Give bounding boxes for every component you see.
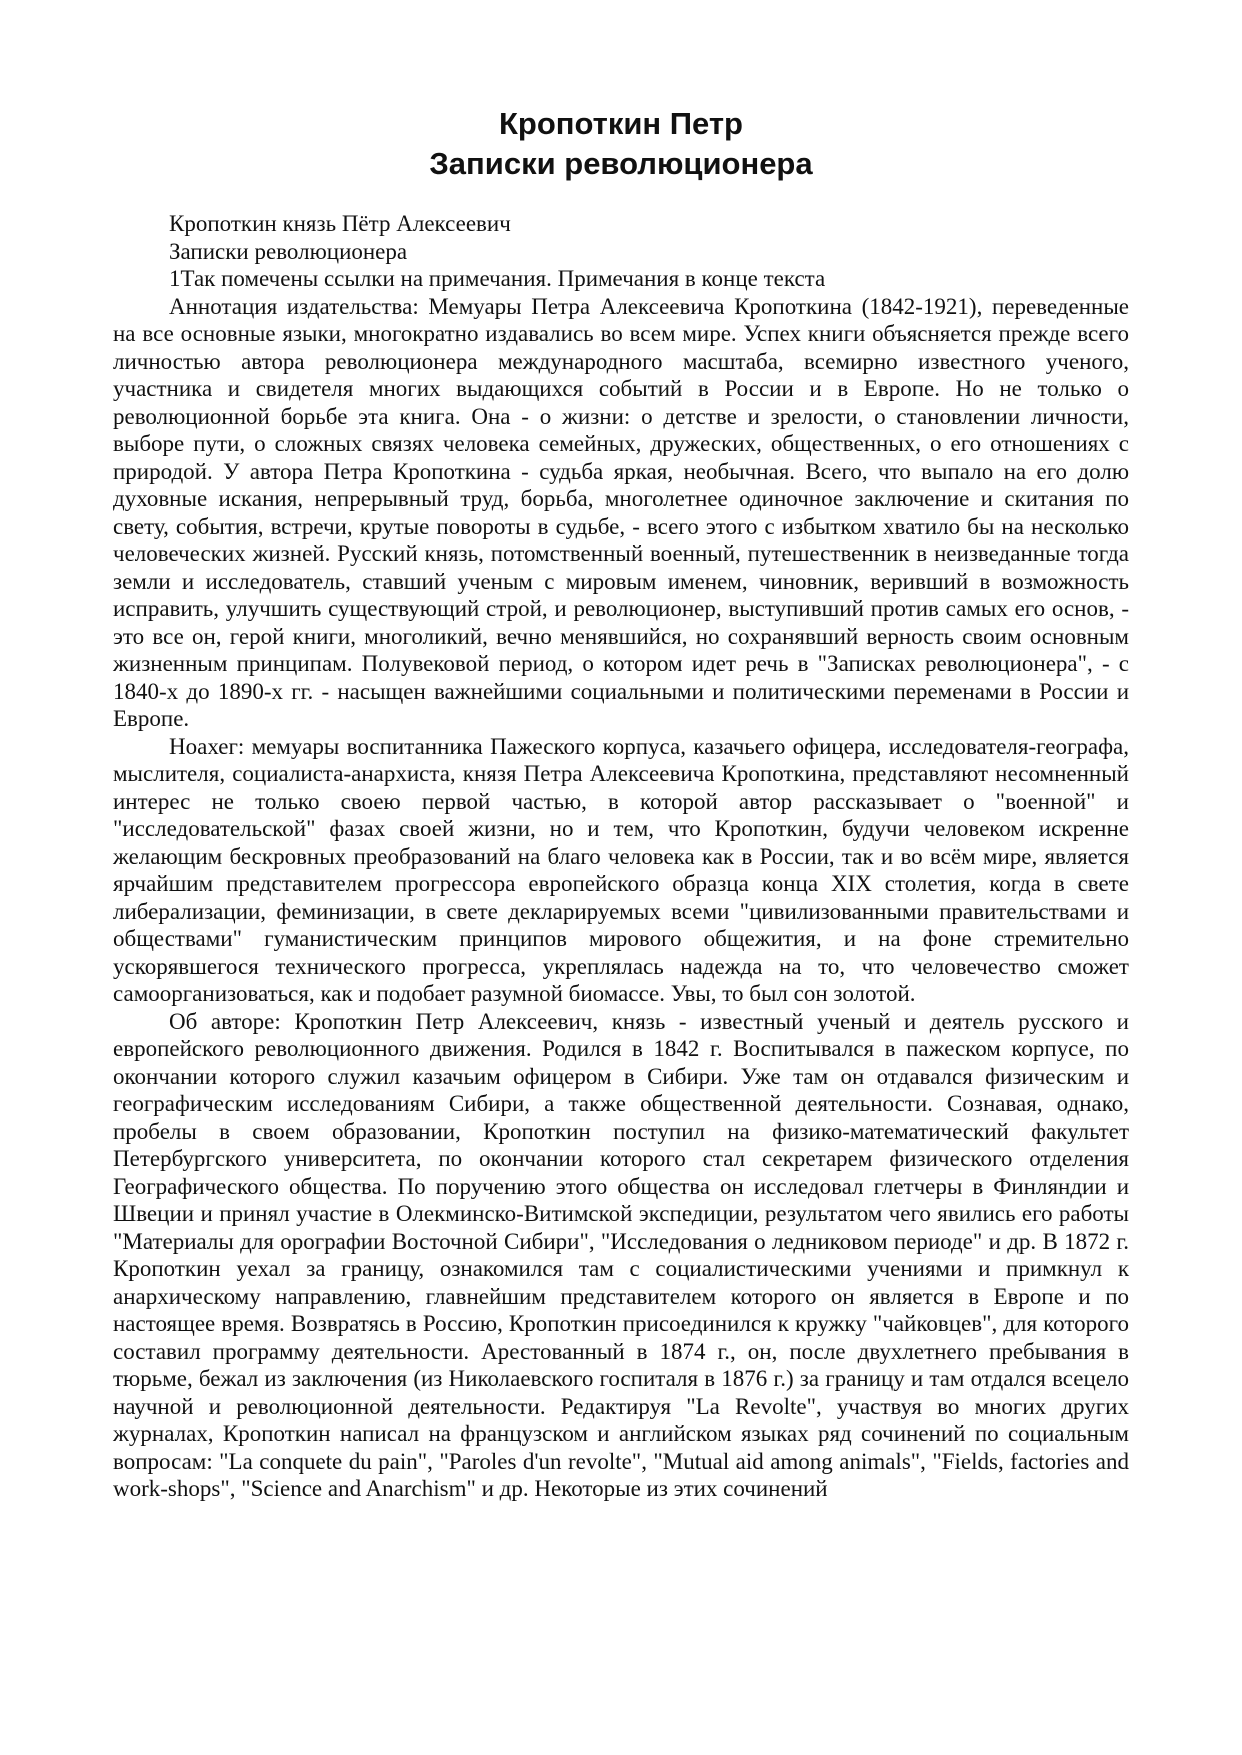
document-title bbox=[0, 104, 1242, 184]
title-author: Кропоткин Петр bbox=[498, 106, 743, 141]
document-body bbox=[113, 210, 1129, 1503]
paragraph-noaxeg: Ноахег: мемуары воспитанника Пажеского корпуса, казачьего офицера, исследователя-географа, мыслителя, социалиста-анархиста, князя Петра Алексеевича Кропоткина, представляют несомненный интерес не только своею первой частью, в которой автор рассказывает о "военной" и "исследовательской" фазах своей жизни, но и тем, что Кропоткин, будучи человеком искренне желающим бескровных преобразований на благо человека как в России, так и во всём мире, является ярчайшим представителем прогрессора европейского образца конца XIX столетия, когда в свете либерализации, феминизации, в свете декларируемых всеми "цивилизованными правительствами и обществами" гуманистическим принципов мирового общежития, и на фоне стремительно ускорявшегося технического прогресса, укреплялась надежда на то, что человечество сможет самоорганизоваться, как и подобает разумной биомассе. Увы, то был сон золотой. bbox=[113, 733, 1129, 1006]
paragraph-annotation: Аннотация издательства: Мемуары Петра Алексеевича Кропоткина (1842-1921), переведенные на все основные языки, многократно издавались во всем мире. Успех книги объясняется прежде всего личностью автора революционера международного масштаба, всемирно известного ученого, участника и свидетеля многих выдающихся событий в России и в Европе. Но не только о революционной борьбе эта книга. Она - о жизни: о детстве и зрелости, о становлении личности, выборе пути, о сложных связях человека семейных, дружеских, общественных, о его отношениях с природой. У автора Петра Кропоткина - судьба яркая, необычная. Всего, что выпало на его долю духовные искания, непрерывный труд, борьба, многолетнее одиночное заключение и скитания по свету, события, встречи, крутые повороты в судьбе, - всего этого с избытком хватило бы на несколько человеческих жизней. Русский князь, потомственный военный, путешественник в неизведанные тогда земли и исследователь, ставший ученым с мировым именем, чиновник, веривший в возможность исправить, улучшить существующий строй, и революционер, выступивший против самых его основ, - это все он, герой книги, многоликий, вечно менявшийся, но сохранявший верность своим основным жизненным принципам. Полувековой период, о котором идет речь в "Записках революционера", - с 1840-х до 1890-х гг. - насыщен важнейшими социальными и политическими переменами в России и Европе. bbox=[113, 293, 1129, 731]
paragraph-book-title: Записки революционера bbox=[169, 238, 408, 264]
paragraph-author-name: Кропоткин князь Пётр Алексеевич bbox=[169, 211, 511, 236]
paragraph-about-author: Об авторе: Кропоткин Петр Алексеевич, князь - известный ученый и деятель русского и европейского революционного движения. Родился в 1842 г. Воспитывался в пажеском корпусе, по окончании которого служил казачьим офицером в Сибири. Уже там он отдавался физическим и географическим исследованиям Сибири, а также общественной деятельности. Сознавая, однако, пробелы в своем образовании, Кропоткин поступил на физико-математический факультет Петербургского университета, по окончании которого стал секретарем физического отделения Географического общества. По поручению этого общества он исследовал глетчеры в Финляндии и Швеции и принял участие в Олекминско-Витимской экспедиции, результатом чего явились его работы "Материалы для орографии Восточной Сибири", "Исследования о ледниковом периоде" и др. В 1872 г. Кропоткин уехал за границу, ознакомился там с социалистическими учениями и примкнул к анархическому направлению, главнейшим представителем которого он является в Европе и по настоящее время. Возвратясь в Россию, Кропоткин присоединился к кружку "чайковцев", для которого составил программу деятельности. Арестованный в 1874 г., он, после двухлетнего пребывания в тюрьме, бежал из заключения (из Николаевского госпиталя в 1876 г.) за границу и там отдался всецело научной и революционной деятельности. Редактируя "La Revolte", участвуя во многих других журналах, Кропоткин написал на французском и английском языках ряд сочинений по социальным вопросам: "La conquete du pain", "Paroles d'un revolte", "Mutual aid among animals", "Fields, factories and work-shops", "Science and Anarchism" и др. Некоторые из этих сочинений bbox=[113, 1008, 1129, 1501]
title-book: Записки революционера bbox=[429, 146, 813, 181]
paragraph-footnote-note: 1Так помечены ссылки на примечания. Примечания в конце текста bbox=[169, 266, 826, 291]
